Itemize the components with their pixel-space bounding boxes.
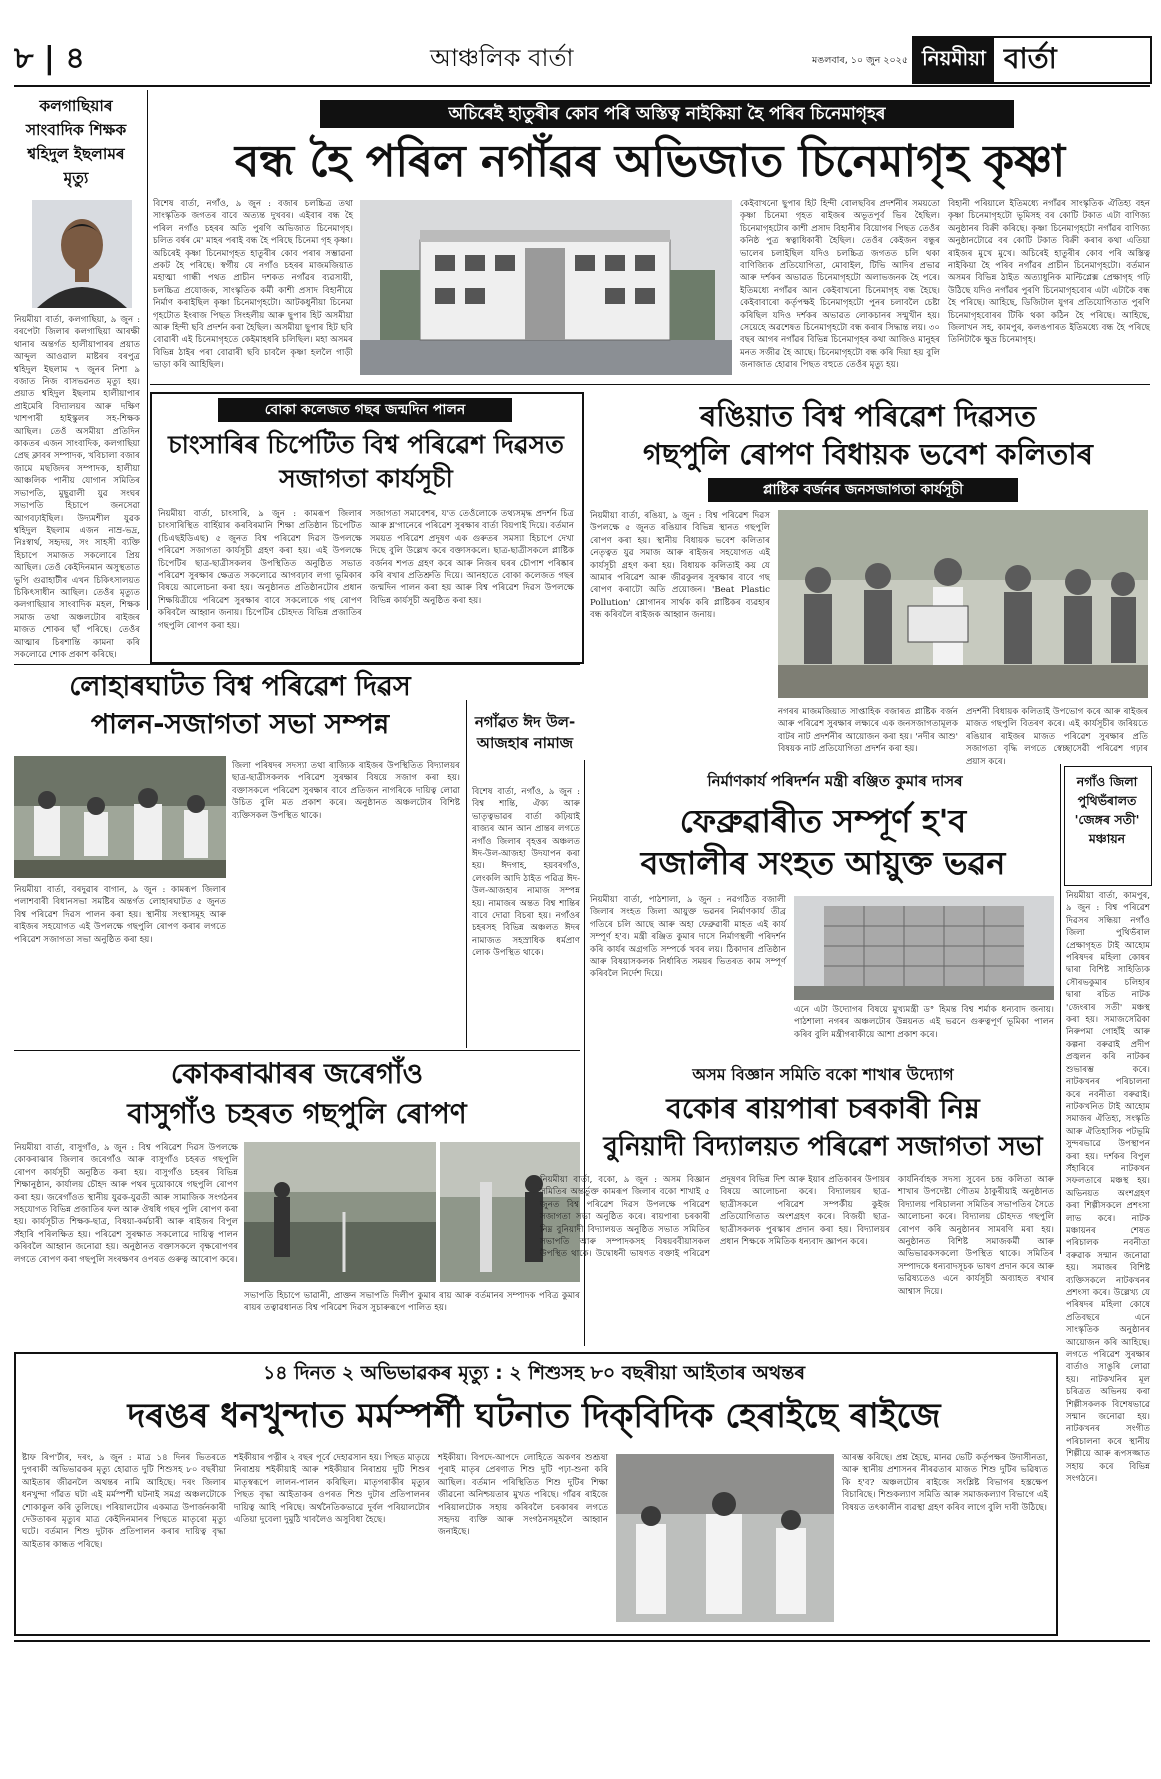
kokrajhar-caption: সভাপতি হিচাপে ভাৱানী, প্ৰাক্তন সভাপতি দিলীপ কুমাৰ ৰায় আৰু বৰ্তমানৰ সম্পাদক পবিত্ৰ কুমাৰ ৰায়ৰ তত্বাৱধানত বিশ্ব পৰিৱেশ দিৱস সুচাৰুৰূপে পালিত হয়। (244, 1291, 580, 1314)
logo-part2: বাৰ্তা (1003, 41, 1057, 75)
section-title: আঞ্চলিক বাৰ্তা (430, 44, 574, 72)
kokrajhar-headline-1: কোকৰাঝাৰৰ জৰেগাঁও (170, 1057, 424, 1090)
dhankhunda-photo (616, 1454, 834, 1622)
rangia-body: নিয়মীয়া বাৰ্তা, ৰঙিয়া, ৯ জুন : বিশ্ব পৰিৱেশ দিৱস উপলক্ষে ৫ জুনত ৰঙিয়াৰ বিভিন্ন স্থানত গছপুলি ৰোপণ কৰা হয়। স্থানীয় বিধায়ক ভবেশ কলিতাৰ নেতৃত্বত যুৱ সমাজ আৰু ৰাইজৰ সহযোগত এই কাৰ্যসূচী গ্ৰহণ কৰা হয়। বিধায়ক কলিতাই কয় যে আমাৰ পৰিৱেশ আৰু জীৱকুলৰ সুৰক্ষাৰ বাবে গছ ৰোপণ কৰাটো অতি প্ৰয়োজন। 'Beat Plastic Pollution' শ্লোগানৰ সাৰ্থক কৰি প্লাষ্টিকৰ ব্যৱহাৰ বন্ধ কৰিবলৈ ৰাইজক আহ্বান জনায়। (590, 511, 770, 621)
obit-body: নিয়মীয়া বাৰ্তা, কলগাছিয়া, ৯ জুন : বৰপেটা জিলাৰ কলগাছিয়া আৰক্ষী থানাৰ অন্তৰ্গত হালীয়াপাৰৰ প্ৰয়াত আব্দুল আওৱাল মাষ্টৰৰ বৰপুত্ৰ শ্বহিদুল ইছলাম ৭ জুনৰ নিশা ৯ বজাত নিজ বাসভৱনত মৃত্যু হয়। প্ৰয়াত শ্বহিদুল ইছলাম হালীয়াপাৰ প্ৰাইমেৰি বিদ্যালয়ৰ আৰু দক্ষিণ খাশপাৰী হাইস্কুলৰ সহ-শিক্ষক আছিল। তেওঁ অসমীয়া প্ৰতিদিন কাকতৰ এজন সাংবাদিক, কলগাছিয়া প্ৰেছ ক্লাবৰ সম্পাদক, খবিচালা বজাৰ জামে মছজিদৰ সম্পাদক, হালীয়া আঞ্চলিক পানীয় যোগান সমিতিৰ সভাপতি, মুছুৱালী যুৱ সংঘৰ সভাপতি হিচাপে জনসেৱা আগবঢ়াইছিল। উদ্যমশীল যুৱক শ্বহিদুল ইছলাম এজন নাম্ৰ-ভদ্ৰ, নিঃস্বাৰ্থ, সহৃদয়, সং সাহসী ব্যক্তি হিচাপে সমাজত সকলোৰে প্ৰিয় আছিল। তেওঁ কেইদিনমান অসুস্থতাত ভুগি গুৱাহাটীৰ এখন চিকিৎসালয়ত চিকিৎসাধীন আছিল। তেওঁৰ মৃত্যুত কলগাছিয়াৰ সাংবাদিক মহল, শিক্ষক সমাজ তথা অঞ্চলটোৰ ৰাইজৰ মাজত শোকৰ ছাঁ পৰিছে। তেওঁৰ আত্মাৰ চিৰশান্তি কামনা কৰি সকলোৱে শোক প্ৰকাশ কৰিছে। (14, 315, 140, 660)
cinema-photo (360, 200, 732, 375)
rangia-caption: নগৰৰ মাজমজিয়াত সাপ্তাহিক বজাৰত প্লাষ্টিক বৰ্জন আৰু পৰিৱেশ সুৰক্ষাৰ লক্ষ্যৰে এক জনসজাগতামূলক বাটৰ নাট প্ৰদৰ্শনীৰ আয়োজন কৰা হয়। 'নদীৰ আশু' বিষয়ক নাট প্ৰতিযোগিতা প্ৰদৰ্শন কৰা হয়। (778, 707, 958, 755)
dhankhunda-headline: দৰঙৰ ধনখুন্দাত মৰ্মস্পৰ্শী ঘটনাত দিক্‌বিদিক হেৰাইছে ৰাইজে (127, 1396, 941, 1436)
page-number: ৮ | ৪ (14, 41, 85, 76)
jenggur-left-rule (1060, 764, 1061, 1254)
lead-headline: বন্ধ হৈ পৰিল নগাঁৱৰ অভিজাত চিনেমাগৃহ কৃষ্ণা (234, 136, 1066, 187)
tree-planting-group (778, 510, 1148, 698)
pond-planting (244, 1142, 436, 1282)
column-rule-left (147, 90, 148, 610)
dhankhunda-body-far-right: আৰম্ভ কৰিছে। প্ৰশ্ন হৈছে, মানৱ ভেটি কৰ্তৃপক্ষৰ উদাসীনতা, আৰু স্থানীয় প্ৰশাসনৰ নীৰৱতাৰ মাজত শিশু দুটিৰ ভৱিষ্যত কি হ'ব? অঞ্চলটোৰ ৰাইজে সংশ্লিষ্ট বিভাগৰ হস্তক্ষেপ বিচাৰিছে। শিশুকল্যাণ সমিতি আৰু সমাজকল্যাণ বিভাগে এই বিষয়ত তৎকালীন ব্যৱস্থা গ্ৰহণ কৰিব লাগে বুলি দাবী উঠিছে। (842, 1453, 1048, 1513)
obit-headline: কলগাছিয়াৰ সাংবাদিক শিক্ষক শ্বহিদুল ইছলামৰ মৃত্যু (25, 97, 127, 187)
kokrajhar-headline-2: বাসুগাঁও চহৰত গছপুলি ৰোপণ (127, 1097, 467, 1130)
lead-body-left: বিশেষ বাৰ্তা, নগাঁও, ৯ জুন : বজাৰ চলচ্চিত্ৰ তথা সাংস্কৃতিক জগতৰ বাবে অত্যন্ত দুখবৰ। এইবাৰ বন্ধ হৈ পৰিল নগাঁও চহৰৰ অতি পুৰণি অভিজাত চিনেমাগৃহ। চলিত বৰ্ষৰ মে' মাহৰ পৰাই বন্ধ হৈ পৰিছে চিনেমা গৃহ কৃষ্ণা। অচিৰেই কৃষ্ণা চিনেমাগৃহত হাতুৰীৰ কোব পৰাৰ সম্ভাৱনা প্ৰকট হৈ পৰিছে। স্বৰ্গীয় যে নগাঁও চহৰৰ মাজমজিয়াত মহাত্মা গান্ধী পথত প্ৰাচীন দশকত নগাঁৱৰ ব্যৱসায়ী, চলচ্চিত্ৰ প্ৰযোজক, সাংস্কৃতিক কৰ্মী কাশী প্ৰসাদ বিহানীয়ে নিৰ্মাণ কৰাইছিল কৃষ্ণা চিনেমাগৃহটো। আটকধুনীয়া চিনেমা গৃহটোত ইংৰাজ পিছত সিংহলীয় আৰু ছুপাৰ হিট অসমীয়া আৰু হিন্দী ছবি প্ৰদৰ্শন কৰা হৈছিল। অসমীয়া ছুপাৰ হিট ছবি বোৱাৰী এই চিনেমাগৃহতে কেইমাহধৰি চলিছিল। মহা অসমৰ বিভিন্ন ঠাইৰ পৰা বোৱাৰী ছবি চাবলৈ কৃষ্ণা হললৈ গাড়ী ভাড়া কৰি আহিছিল। (153, 199, 354, 371)
dhankhunda-body-mid: শইকীয়াৰ পত্নীৰ ২ বছৰ পূৰ্বে দেহাৱসান হয়। পিছত মাতৃয়ে নিৰাশ্ৰয় শইকীয়াই আৰু শইকীয়াৰ নিৰাশ্ৰয় দুটি শিশুৰ মাতৃস্বৰূপে লালন-পালন কৰিছিল। মাতৃগৰাকীৰ মৃত্যুৰ পিছত বৃদ্ধা আইতাকৰ ওপৰত শিশু দুটাৰ প্ৰতিপালনৰ দায়িত্ব আহি পৰিছে। অৰ্থনৈতিকভাৱে দুৰ্বল পৰিয়ালটোৰ এতিয়া দুবেলা দুমুঠি খাবলৈও অসুবিধা হৈছে। (234, 1453, 430, 1526)
rangia-kicker: প্লাষ্টিক বৰ্জনৰ জনসজাগতা কাৰ্যসূচী (708, 478, 1018, 502)
header-rule (14, 85, 1150, 87)
bajali-photo (794, 896, 1054, 1000)
boko-kicker: অসম বিজ্ঞান সমিতি বকো শাখাৰ উদ্যোগ (692, 1065, 954, 1084)
page-bottom-rule (14, 1640, 1150, 1642)
lead-bottom-rule (150, 384, 1150, 385)
rangia-photo (778, 510, 1148, 698)
portrait-figure (32, 200, 132, 308)
boko-body: নিয়মীয়া বাৰ্তা, বকো, ৯ জুন : অসম বিজ্ঞান সমিতিৰ অন্তৰ্ভুক্ত কামৰূপ জিলাৰ বকো শাখাই ৫ জুনত বিশ্ব পৰিৱেশ দিৱস উপলক্ষে পৰিৱেশ সজাগতা সভা অনুষ্ঠিত কৰে। ৰায়পাৰা চৰকাৰী নিম্ন বুনিয়াদী বিদ্যালয়ত অনুষ্ঠিত সভাত সমিতিৰ সভাপতি আৰু সম্পাদকসহ বিষয়ববীয়াসকল উপস্থিত থাকে। উদ্বোধনী ভাষণত বক্তাই পৰিৱেশ প্ৰদূষণৰ বিভিন্ন দিশ আৰু ইয়াৰ প্ৰতিকাৰৰ উপায়ৰ বিষয়ে আলোচনা কৰে। বিদ্যালয়ৰ ছাত্ৰ-ছাত্ৰীসকলে পৰিৱেশ সম্পৰ্কীয় কুইজ প্ৰতিযোগিতাত অংশগ্ৰহণ কৰে। বিজয়ী ছাত্ৰ-ছাত্ৰীসকলক পুৰস্কাৰ প্ৰদান কৰা হয়। বিদ্যালয়ৰ প্ৰধান শিক্ষকে সমিতিক ধন্যবাদ জ্ঞাপন কৰে। (540, 1175, 890, 1260)
loharghat-photo (14, 756, 226, 878)
changsari-body-left: নিয়মীয়া বাৰ্তা, চাংসাৰি, ৯ জুন : কামৰূপ জিলাৰ চাংসাৰিস্থিত বাৰ্হিয়াৰ কৰবিৰমানি শিক্ষা প্ৰতিষ্ঠান চিপেটিত (চিএছইডিএছ) ৫ জুনত বিশ্ব পৰিৱেশ দিৱস উপলক্ষে পৰিৱেশ সজাগতা কাৰ্যসূচী গ্ৰহণ কৰা হয়। এই উপলক্ষে চিপেটিৰ ছাত্ৰ-ছাত্ৰীসকলৰ উপস্থিতিত অনুষ্ঠিত সভাত পৰিৱেশ সুৰক্ষাৰ ক্ষেত্ৰত সকলোৱে আগবঢ়াব লগা ভূমিকাৰ বিষয়ে আলোচনা কৰা হয়। অনুষ্ঠানত প্ৰতিষ্ঠানটোৰ প্ৰধান শিক্ষয়িত্ৰীয়ে পৰিৱেশ সুৰক্ষাৰ বাবে সকলোকে গছ ৰোপণ কৰিবলৈ আহ্বান জনায়। চিপেটিৰ চৌহদত বিভিন্ন প্ৰজাতিৰ গছপুলি ৰোপণ কৰা হয়। (158, 509, 362, 631)
eid-body: বিশেষ বাৰ্তা, নগাঁও, ৯ জুন : বিশ্ব শান্তি, ঐক্য আৰু ভাতৃত্বভাৱৰ বাৰ্তা কঢ়িয়াই ৰাজ্যৰ আন আন প্ৰান্তৰ লগতে নগাঁও জিলাৰ বৃহত্তৰ অঞ্চলত ঈদ-উল-আজহা উদযাপন কৰা হয়। ঈদগাহ, হয়বৰগাঁও, লেংকলি আদি ঠাইত পৱিত্ৰ ঈদ-উল-আজহাৰ নামাজ সম্পন্ন হয়। নামাজৰ অন্তত বিশ্ব শান্তিৰ বাবে দোৱা বিচৰা হয়। নগাঁওৰ চহৰসহ বিভিন্ন অঞ্চলত ঈদৰ নামাজত সহস্ৰাধিক ধৰ্মপ্ৰাণ লোক উপস্থিত থাকে। (472, 787, 580, 959)
rangia-caption-right: প্ৰদৰ্শনী বিধায়ক কলিতাই উপভোগ কৰে আৰু ৰাইজৰ মাজত গছপুলি বিতৰণ কৰে। এই কাৰ্যসূচীৰ জৰিয়তে ৰঙিয়াৰ ৰাইজৰ মাজত পৰিৱেশ সুৰক্ষাৰ প্ৰতি সজাগতা বৃদ্ধি লগতে স্বেচ্ছাসেৱী পৰিৱেশ গঢ়াৰ প্ৰয়াস কৰে। (966, 707, 1148, 767)
changsari-headline: চাংসাৰিৰ চিপেটিত বিশ্ব পৰিৱেশ দিৱসত সজাগতা কাৰ্যসূচী (168, 430, 564, 493)
dhankhunda-kicker: ১৪ দিনত ২ অভিভাৱকৰ মৃত্যু : ২ শিশুসহ ৮০ বছৰীয়া আইতাৰ অথন্তৰ (262, 1362, 806, 1384)
bajali-headline-2: বজালীৰ সংহত আয়ুক্ত ভৱন (640, 844, 1006, 882)
boko-body-right: কাৰ্যনিৰ্বাহক সদস্য সুবেন চন্দ্ৰ কলিতা আৰু শাখাৰ উপদেষ্টা গৌতম ঠাকুৰীয়াই অনুষ্ঠানত বিদ্যালয় পৰিচালনা সমিতিৰ সভাপতিৰ সৈতে আলোচনা কৰে। বিদ্যালয় চৌহদত গছপুলি ৰোপণ কৰি অনুষ্ঠানৰ সামৰণি মৰা হয়। অনুষ্ঠানত বিশিষ্ট সমাজকৰ্মী আৰু অভিভাৱকসকলো উপস্থিত থাকে। সমিতিৰ সম্পাদকে ধন্যবাদসূচক ভাষণ প্ৰদান কৰে আৰু ভৱিষ্যতেও এনে কাৰ্যসূচী অব্যাহত ৰখাৰ আশ্বাস দিয়ে। (898, 1175, 1054, 1297)
bajali-headline-1: ফেব্ৰুৱাৰীত সম্পূৰ্ণ হ'ব (679, 802, 967, 840)
construction-building (794, 896, 1054, 1000)
lead-body-right: কেইবাখনো ছুপাৰ হিট হিন্দী বোলছবিৰ প্ৰদৰ্শনীৰ সময়তো কৃষ্ণা চিনেমা গৃহত ৰাইজৰ অভূতপূৰ্ব ভিৰ হৈছিল। চিনেমাগৃহটোৰ কাশী প্ৰসাদ বিহানীৰ বিয়োগৰ পিছত তেওঁৰ কনিষ্ঠ পুত্ৰ স্বত্বাধিকাৰী হৈছিল। তেওঁৰ কেইজন বন্ধুৰ ভালেৰ চলাইছিল যদিও চলচ্চিত্ৰ জগতত চলি থকা বাণিজ্যিক প্ৰতিযোগিতা, মোবাইল, টিভি আদিৰ প্ৰভাৱ আৰু দৰ্শকৰ অভাৱত চিনেমাগৃহটো অলাভজনক হৈ পৰে। ইতিমধ্যে নগাঁৱৰ আন কেইবাখনো চিনেমাগৃহ বন্ধ হৈছে। কেইবাবাৰো কৰ্তৃপক্ষই চিনেমাগৃহটো পুনৰ চলাবলৈ চেষ্টা কৰিছিল যদিও দৰ্শকৰ অভাৱত লোকচানৰ সন্মুখীন হয়। সেয়েহে অৱশেষত চিনেমাগৃহটো বন্ধ কৰাৰ সিদ্ধান্ত লয়। ৩০ বছৰ আগৰ নগাঁৱৰ বিভিন্ন চিনেমাগৃহৰ কথা আজিও মানুহৰ মনত সজীৱ হৈ আছে। চিনেমাগৃহটো বন্ধ কৰি দিয়া হয় বুলি জনাজাত হোৱাৰ পিছত বহুতে তেওঁৰ মৃত্যু হয়। (740, 199, 940, 371)
loharghat-body-right: জিলা পৰিষদৰ সদস্যা তথা ৰাজ্যিক ৰাইজৰ উপস্থিতিত বিদ্যালয়ৰ ছাত্ৰ-ছাত্ৰীসকলক পৰিৱেশ সুৰক্ষাৰ বিষয়ে সজাগ কৰা হয়। বক্তাসকলে পৰিৱেশ সুৰক্ষাৰ বাবে প্ৰতিজন নাগৰিকে দায়িত্ব লোৱা উচিত বুলি মত প্ৰকাশ কৰে। অনুষ্ঠানত অঞ্চলটোৰ বিশিষ্ট ব্যক্তিসকল উপস্থিত থাকে। (232, 761, 460, 821)
jenggur-body: নিয়মীয়া বাৰ্তা, কামপুৰ, ৯ জুন : বিশ্ব পৰিৱেশ দিৱসৰ সন্ধিয়া নগাঁও জিলা পুথিভঁৰাল প্ৰেক্ষাগৃহত টাই আহোম পৰিষদৰ মহিলা কোষৰ দ্বাৰা বিশিষ্ট সাহিত্যিক সৌৰভকুমাৰ চলিহাৰ দ্বাৰা ৰচিত নাটক 'জেংৰাৰ সতী' মঞ্চস্থ কৰা হয়। সমাজসেৱিকা নিৰুপমা গোহাঁই আৰু কল্পনা বৰুৱাই প্ৰদীপ প্ৰজ্বলন কৰি নাটকৰ শুভাৰম্ভ কৰে। নাটকখনৰ পৰিচালনা কৰে নবনীতা বৰুৱাই। নাটকখনিত টাই আহোম সমাজৰ ঐতিহ্য, সংস্কৃতি আৰু ঐতিহাসিক পটভূমি সুন্দৰভাৱে উপস্থাপন কৰা হয়। দৰ্শকৰ বিপুল সঁহাৰিৰে নাটকখন সফলতাৰে মঞ্চস্থ হয়। অভিনয়ত অংশগ্ৰহণ কৰা শিল্পীসকলে প্ৰশংসা লাভ কৰে। নাটক মঞ্চায়নৰ শেষত পৰিচালক নবনীতা বৰুৱাক সন্মান জনোৱা হয়। সমাজৰ বিশিষ্ট ব্যক্তিসকলে নাটকখনৰ প্ৰশংসা কৰে। উল্লেখ্য যে পৰিষদৰ মহিলা কোষে প্ৰতিবছৰে এনে সাংস্কৃতিক অনুষ্ঠানৰ আয়োজন কৰি আহিছে। লগতে পৰিৱেশ সুৰক্ষাৰ বাৰ্তাও সাঙুৰি লোৱা হয়। নাটকখনিৰ মূল চৰিত্ৰত অভিনয় কৰা শিল্পীসকলক বিশেষভাৱে সন্মান জনোৱা হয়। নাটকখনৰ সংগীত পৰিচালনা কৰে স্থানীয় শিল্পীয়ে আৰু ৰূপসজ্জাত সহায় কৰে বিভিন্ন সংগঠনে। (1066, 891, 1150, 1485)
boko-headline-1: বকোৰ ৰায়পাৰা চৰকাৰী নিম্ন (666, 1092, 980, 1125)
kokrajhar-body: নিয়মীয়া বাৰ্তা, বাসুগাঁও, ৯ জুন : বিশ্ব পৰিৱেশ দিৱস উপলক্ষে কোকৰাঝাৰ জিলাৰ জৰেগাঁও আৰু বাসুগাঁও চহৰত গছপুলি ৰোপণ কাৰ্যসূচী অনুষ্ঠিত কৰা হয়। বাসুগাঁও চহৰৰ বিভিন্ন শিক্ষানুষ্ঠান, কাৰ্যালয় চৌহদ আৰু পথৰ দুয়োকাষে গছপুলি ৰোপণ কৰা হয়। জৰেগাঁওত স্থানীয় যুৱক-যুৱতী আৰু সামাজিক সংগঠনৰ সহযোগত বিভিন্ন প্ৰজাতিৰ ফল আৰু ঔষধি গছৰ পুলি ৰোপণ কৰা হয়। কাৰ্যসূচীত শিক্ষক-ছাত্ৰ, বিষয়া-কৰ্মচাৰী আৰু ৰাইজৰ বিপুল সঁহাৰি পৰিলক্ষিত হয়। পৰিৱেশ সুৰক্ষাত সকলোৱে দায়িত্ব পালন কৰিবলৈ আহ্বান জনোৱা হয়। অনুষ্ঠানত বক্তাসকলে বৃক্ষৰোপণৰ লগতে ৰোপণ কৰা গছপুলি সংৰক্ষণৰ ওপৰত গুৰুত্ব আৰোপ কৰে। (14, 1143, 238, 1265)
lead-body-far-right: বিহানী পৰিয়ালে ইতিমধ্যে নগাঁৱৰ সাংস্কৃতিক ঐতিহ্য বহন কৃষ্ণা চিনেমাগৃহটো ভূমিসহ বৰ কোটি টকাত এটা বাণিজ্য অনুষ্ঠানৰ বিক্ৰী কৰিছে। কৃষ্ণা চিনেমাগৃহটো নগাঁৱৰ বাণিজ্য অনুষ্ঠানটোৱে বৰ কোটি টকাত বিক্ৰী কৰাৰ কথা এতিয়া ৰাইজৰ মুখে মুখে। অচিৰেই হাতুৰীৰ কোব পৰি অস্তিত্ব নাইকিয়া হৈ পৰিব নগাঁৱৰ প্ৰাচীন চিনেমাগৃহটো। বৰ্তমান অসমৰ বিভিন্ন ঠাইত অত্যাধুনিক মাল্টিপ্লেক্স প্ৰেক্ষাগৃহ গঢ়ি উঠিছে যদিও নগাঁৱৰ পুৰণি চিনেমাগৃহবোৰ এটা এটাকৈ বন্ধ হৈ পৰিছে। আহিছে, ডিজিটাল যুগৰ প্ৰতিযোগিতাত পুৰণি চিনেমাগৃহবোৰৰ টিকি থকা কঠিন হৈ পৰিছে। আহিছে, জিলাখন সহ, কামপুৰ, কলঙপাৰত ইতিমধ্যে বন্ধ হৈ পৰিছে তিনিটাকৈ ক্ষুদ্ৰ চিনেমাগৃহ। (948, 199, 1150, 346)
family-photo (616, 1454, 834, 1622)
loharghat-body-left: নিয়মীয়া বাৰ্তা, বৰদুৱাৰ বাগান, ৯ জুন : কামৰূপ জিলাৰ পলাশবাৰী বিধানসভা সমষ্টিৰ অন্তৰ্গত লোহাৰঘাটত ৫ জুনত বিশ্ব পৰিৱেশ দিৱস পালন কৰা হয়। স্থানীয় সংস্থাসমূহ আৰু ৰাইজৰ সহযোগত এই উপলক্ষে গছপুলি ৰোপণ কৰাৰ লগতে পৰিৱেশ সজাগতা সভা অনুষ্ঠিত কৰা হয়। (14, 885, 226, 945)
rangia-headline-1: ৰঙিয়াত বিশ্ব পৰিৱেশ দিৱসত (700, 399, 1036, 433)
logo-part1: নিয়মীয়া (914, 38, 994, 82)
loharghat-headline: লোহাৰঘাটত বিশ্ব পৰিৱেশ দিৱস পালন-সজাগতা সভা সম্পন্ন (69, 671, 411, 740)
dhankhunda-body-right: শইকীয়া। বিপদে-আপদে লোহিতে অকণৰ শুশ্ৰূষা পূৰাই মাতৃৰ প্ৰেৰণাত শিশু দুটি পঢ়া-শুনা কৰি আছিল। বৰ্তমান পৰিস্থিতিত শিশু দুটিৰ শিক্ষা জীৱনো অনিশ্চয়তাৰ মুখত পৰিছে। গাঁৱৰ ৰাইজে পৰিয়ালটোক সহায় কৰিবলৈ চৰকাৰৰ লগতে সহৃদয় ব্যক্তি আৰু সংগঠনসমূহলৈ আহ্বান জনাইছে। (438, 1453, 608, 1538)
eid-headline: নগাঁৱত ঈদ উল-আজহাৰ নামাজ (474, 713, 576, 752)
bajali-body: নিয়মীয়া বাৰ্তা, পাঠশালা, ৯ জুন : নৱগঠিত বজালী জিলাৰ সংহত জিলা আয়ুক্ত ভৱনৰ নিৰ্মাণকাৰ্য তীব্ৰ গতিৰে চলি আছে আৰু অহা ফেব্ৰুৱাৰী মাহত এই কাৰ্য সম্পূৰ্ণ হ'ব। মন্ত্ৰী ৰঞ্জিত কুমাৰ দাসে নিৰ্মাণস্থলী পৰিদৰ্শন কৰি কাৰ্যৰ অগ্ৰগতি সম্পৰ্কে খবৰ লয়। ঠিকাদাৰ প্ৰতিষ্ঠান আৰু বিষয়াসকলক নিৰ্ধাৰিত সময়ৰ ভিতৰত কাম সম্পূৰ্ণ কৰিবলৈ নিৰ্দেশ দিয়ে। (590, 895, 786, 980)
changsari-body-right: সজাগতা সমাবেশৰ, য'ত তেওঁলোকে তথ্যসমৃদ্ধ প্ৰদৰ্শন চিত্ৰ আৰু শ্ল'গানেৰে পৰিৱেশ সুৰক্ষাৰ বাৰ্তা বিয়পাই দিয়ে। বৰ্তমান সময়ত পৰিৱেশ প্ৰদূষণ এক গুৰুতৰ সমস্যা হিচাপে দেখা দিছে বুলি উল্লেখ কৰে বক্তাসকলে। ছাত্ৰ-ছাত্ৰীসকলে প্লাষ্টিক বৰ্জনৰ শপত গ্ৰহণ কৰে আৰু নিজৰ ঘৰৰ চৌপাশ পৰিষ্কাৰ কৰি ৰখাৰ প্ৰতিশ্ৰুতি দিয়ে। আনহাতে বোকা কলেজত গছৰ জন্মদিন পালন কৰা হয় আৰু বিশ্ব পৰিৱেশ দিৱস উপলক্ষে বিভিন্ন কাৰ্যসূচী অনুষ্ঠিত কৰা হয়। (370, 509, 574, 606)
rangia-headline-2: গছপুলি ৰোপণ বিধায়ক ভবেশ কলিতাৰ (642, 437, 1093, 471)
eid-left-rule (466, 700, 467, 1048)
students-planting (14, 756, 226, 878)
loharghat-top-rule (14, 664, 580, 665)
lead-kicker: অচিৰেই হাতুৰীৰ কোব পৰি অস্তিত্ব নাইকিয়া হৈ পৰিব চিনেমাগৃহৰ (320, 100, 1014, 128)
bajali-kicker: নিৰ্মাণকাৰ্য পৰিদৰ্শন মন্ত্ৰী ৰঞ্জিত কুমাৰ দাসৰ (640, 768, 1030, 794)
obit-portrait (32, 200, 132, 308)
masthead-logo (912, 36, 1152, 84)
boko-headline-2: বুনিয়াদী বিদ্যালয়ত পৰিৱেশ সজাগতা সভা (603, 1132, 1043, 1162)
changsari-kicker: বোকা কলেজত গছৰ জন্মদিন পালন (218, 398, 512, 422)
bajali-caption: এনে এটা উদ্যোগৰ বিষয়ে মুখ্যমন্ত্ৰী ড° হিমন্ত বিশ্ব শৰ্মাক ধন্যবাদ জনায়। পাঠশালা নগৰৰ অঞ্চলটোৰ উন্নয়নত এই ভৱনে গুৰুত্বপূৰ্ণ ভূমিকা পালন কৰিব বুলি মন্ত্ৰীগৰাকীয়ে আশা প্ৰকাশ কৰে। (794, 1005, 1054, 1040)
jenggur-headline: নগাঁও জিলা পুথিভঁৰালত 'জেঙ্গৰ সতী' মঞ্চায়ন (1074, 774, 1140, 846)
kokrajhar-photo (244, 1142, 436, 1282)
kokrajhar-top-rule (14, 1050, 580, 1051)
cinema-building (360, 200, 732, 375)
dhankhunda-body-left: ষ্টাফ ৰিপ'ৰ্টাৰ, দৰং, ৯ জুন : মাত্ৰ ১৪ দিনৰ ভিতৰতে দুগৰাকী অভিভাৱকৰ মৃত্যু হোৱাত দুটি শিশুসহ ৮০ বছৰীয়া আইতাৰ জীৱনলৈ অথন্তৰ নামি আহিছে। দৰং জিলাৰ ধনখুন্দা গাঁৱত ঘটা এই মৰ্মস্পৰ্শী ঘটনাই সমগ্ৰ অঞ্চলটোকে শোকাকুল কৰি তুলিছে। পৰিয়ালটোৰ একমাত্ৰ উপাৰ্জনকাৰী দেউতাকৰ মৃত্যুৰ মাত্ৰ কেইদিনমানৰ পিছতে মাতৃৰো মৃত্যু ঘটে। বৰ্তমান শিশু দুটাক প্ৰতিপালন কৰাৰ দায়িত্ব বৃদ্ধা আইতাৰ কান্ধত পৰিছে। (22, 1453, 226, 1550)
issue-date: মঙলবাৰ, ১০ জুন ২০২৫ (812, 55, 908, 66)
bajali-left-rule (584, 760, 585, 1060)
